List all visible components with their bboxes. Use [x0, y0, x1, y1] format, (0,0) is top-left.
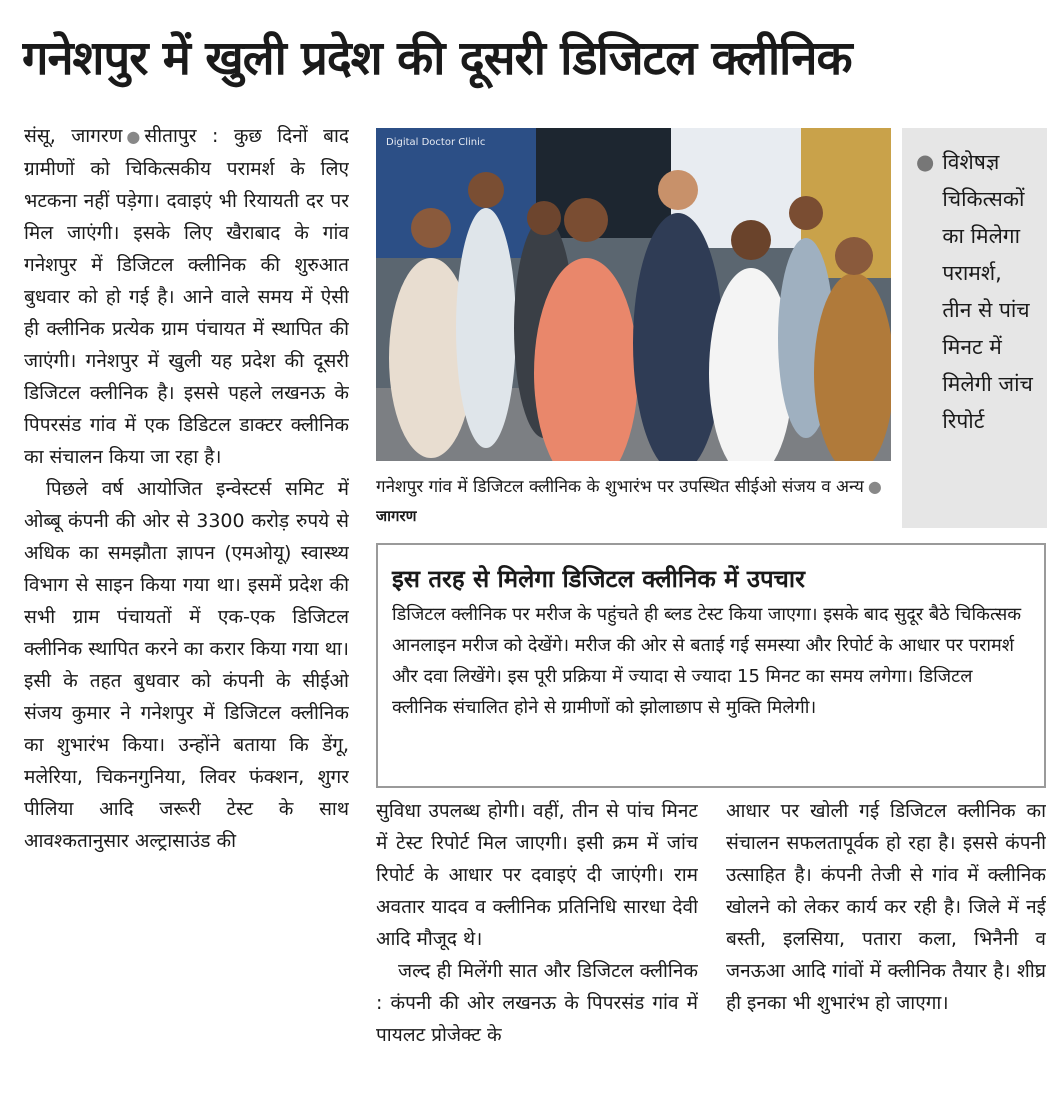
paragraph: सुविधा उपलब्ध होगी। वहीं, तीन से पांच मिनट में टेस्ट रिपोर्ट मिल जाएगी। इसी क्रम में जांच रिपोर्ट के आधार पर दवाइएं दी जाएंगी। राम अवतार यादव व क्लीनिक प्रतिनिधि सारधा देवी आदि मौजूद थे। — [376, 800, 698, 950]
bullet-icon: ● — [867, 477, 882, 496]
headline: गनेशपुर में खुली प्रदेश की दूसरी डिजिटल क्लीनिक — [22, 31, 852, 86]
photo-caption — [376, 472, 891, 534]
caption-text: गनेशपुर गांव में डिजिटल क्लीनिक के शुभारंभ पर उपस्थित सीईओ संजय व अन्य — [376, 477, 864, 497]
sidebar-text: विशेषज्ञ चिकित्सकों का मिलेगा परामर्श, तीन से पांच मिनट में मिलेगी जांच रिपोर्ट — [942, 150, 1033, 433]
info-box-body: डिजिटल क्लीनिक पर मरीज के पहुंचते ही ब्लड टेस्ट किया जाएगा। इसके बाद सुदूर बैठे चिकित्सक आनलाइन मरीज को देखेंगे। मरीज की ओर से बताई गई समस्या और रिपोर्ट के आधार पर परामर्श और दवा लिखेंगे। इस पूरी प्रक्रिया में ज्यादा से ज्यादा 15 मिनट का समय लगेगा। डिजिटल क्लीनिक संचालित होने से ग्रामीणों को झोलाछाप से मुक्ति मिलेगी। — [392, 604, 1022, 718]
info-box-title: इस तरह से मिलेगा डिजिटल क्लीनिक में उपचार — [392, 565, 805, 593]
news-photo — [376, 128, 891, 461]
clinic-banner-text: Digital Doctor Clinic — [386, 137, 486, 148]
bullet-icon: ● — [126, 127, 141, 146]
paragraph — [24, 120, 349, 473]
sidebar-highlight — [916, 144, 1037, 440]
info-box — [376, 543, 1046, 788]
photo-credit: जागरण — [376, 507, 417, 525]
paragraph: आधार पर खोली गई डिजिटल क्लीनिक का संचालन सफलतापूर्वक हो रहा है। इससे कंपनी उत्साहित है। कंपनी तेजी से गांव में क्लीनिक खोलने को लेकर कार्य कर रही है। जिले में नई बस्ती, इलसिया, पतारा कला, भिनैनी व जनऊआ आदि गांवों में क्लीनिक तैयार है। शीघ्र ही इनका भी शुभारंभ हो जाएगा। — [726, 800, 1046, 1014]
article-column-2 — [376, 795, 698, 1105]
bullet-icon: ● — [916, 150, 935, 174]
group-photo-image — [376, 128, 891, 461]
paragraph: पिछले वर्ष आयोजित इन्वेस्टर्स समिट में ओब्बू कंपनी की ओर से 3300 करोड़ रुपये से अधिक का समझौता ज्ञापन (एमओयू) स्वास्थ्य विभाग से साइन किया गया था। इसमें प्रदेश की सभी ग्राम पंचायतों में एक-एक डिजिटल क्लीनिक स्थापित करने का करार किया गया था। इसी के तहत बुधवार को कंपनी के सीईओ संजय कुमार ने गनेशपुर में डिजिटल क्लीनिक का शुभारंभ किया। उन्होंने बताया कि डेंगू, मलेरिया, चिकनगुनिया, लिवर फंक्शन, शुगर पीलिया आदि जरूरी टेस्ट के साथ आवश्कतानुसार अल्ट्रासाउंड की — [24, 478, 349, 852]
location: सीतापुर — [144, 125, 197, 147]
highlight-sidebar — [902, 128, 1047, 528]
article-column-3 — [726, 795, 1046, 1105]
article-column-1 — [24, 120, 349, 1110]
paragraph-text: : कुछ दिनों बाद ग्रामीणों को चिकित्सकीय परामर्श के लिए भटकना नहीं पड़ेगा। दवाइएं भी रियायती दर पर मिल जाएंगी। इसके लिए खैराबाद के गांव गनेशपुर में डिजिटल क्लीनिक की शुरुआत बुधवार को हो गई है। आने वाले समय में ऐसी ही क्लीनिक प्रत्येक ग्राम पंचायत में स्थापित की जाएंगी। गनेशपुर में खुली यह प्रदेश की दूसरी डिजिटल क्लीनिक है। इससे पहले लखनऊ के पिपरसंड गांव में एक डिडिटल डाक्टर क्लीनिक का संचालन किया जा रहा है। — [24, 125, 349, 468]
paragraph: जल्द ही मिलेंगी सात और डिजिटल क्लीनिक : कंपनी की ओर लखनऊ के पिपरसंड गांव में पायलट प्रोजेक्ट के — [376, 960, 698, 1046]
dateline: संसू, जागरण — [24, 125, 123, 147]
